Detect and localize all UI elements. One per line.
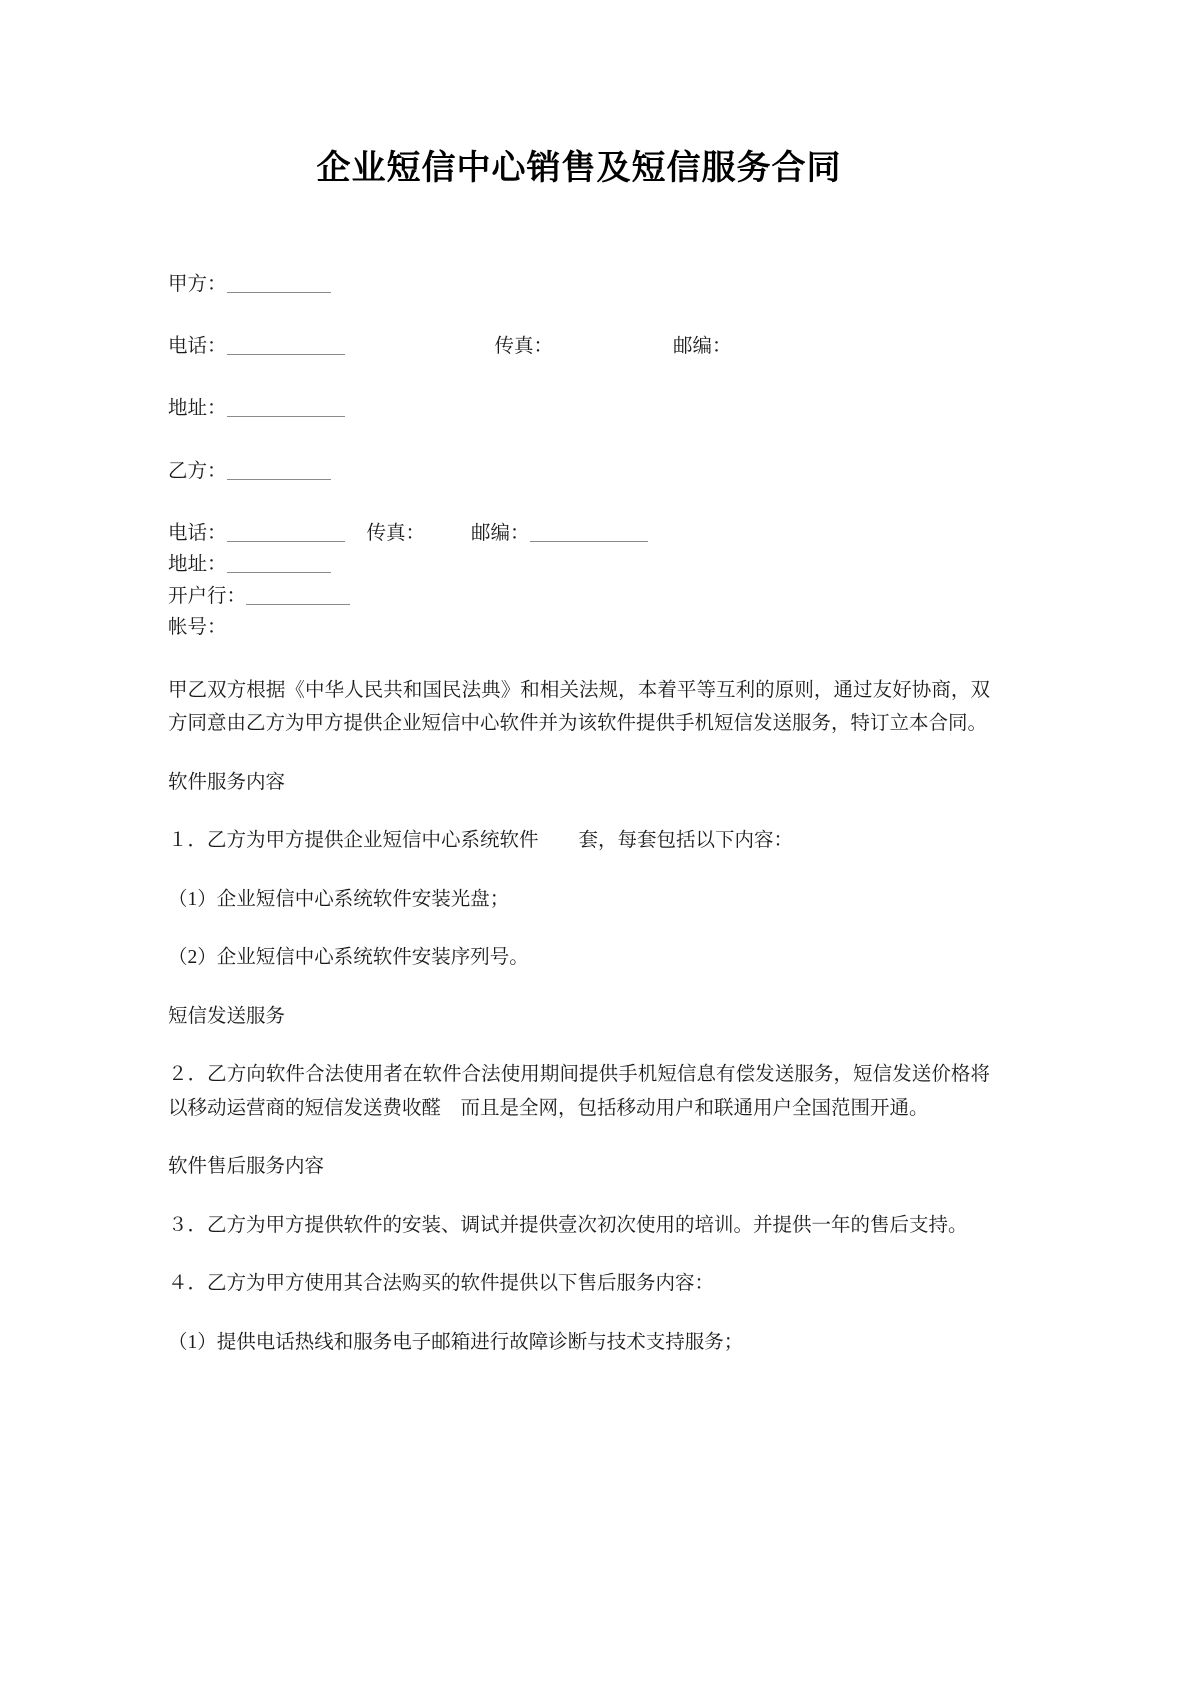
clause-1 <box>168 824 990 858</box>
party-b-account-label: 帐号： <box>168 617 227 639</box>
party-a-fax-label: 传真： <box>494 335 554 357</box>
party-b-bank-label: 开户行： <box>168 585 247 607</box>
preamble-paragraph: 甲乙双方根据《中华人民共和国民法典》和相关法规，本着平等互利的原则，通过友好协商，双方同意由乙方为甲方提供企业短信中心软件并为该软件提供手机短信发送服务，特订立本合同。 <box>168 679 990 735</box>
party-a-phone-input[interactable] <box>227 337 345 355</box>
party-b-contact-row <box>168 522 990 545</box>
clause-4-sub-1: （1）提供电话热线和服务电子邮箱进行故障诊断与技术支持服务； <box>168 1332 744 1353</box>
party-b-address-row <box>168 553 990 576</box>
clause-1-sub-2: （2）企业短信中心系统软件安装序列号。 <box>168 947 529 969</box>
clause-1-suffix: 套，每套包括以下内容： <box>578 830 794 852</box>
party-a-name-row <box>168 273 990 296</box>
party-b-bank-row <box>168 585 990 608</box>
party-b-postcode-input[interactable] <box>530 524 648 542</box>
party-a-address-label: 地址： <box>168 398 227 420</box>
party-a-contact-row <box>168 335 990 358</box>
clause-3: ３．乙方为甲方提供软件的安装、调试并提供壹次初次使用的培训。并提供一年的售后支持。 <box>168 1214 968 1236</box>
party-a-address-input[interactable] <box>227 399 345 417</box>
party-b-name-row <box>168 460 990 483</box>
party-a-name-label: 甲方： <box>168 273 227 295</box>
section-heading-software-service: 软件服务内容 <box>168 771 286 793</box>
party-a-postcode-label: 邮编： <box>673 335 732 357</box>
page-content <box>168 0 990 1385</box>
party-b-postcode-label: 邮编： <box>471 523 530 545</box>
clause-1-prefix: １．乙方为甲方提供企业短信中心系统软件 <box>168 830 539 852</box>
party-b-name-label: 乙方： <box>168 460 227 482</box>
clause-4: ４．乙方为甲方使用其合法购买的软件提供以下售后服务内容： <box>168 1273 715 1295</box>
section-heading-after-sales: 软件售后服务内容 <box>168 1156 325 1178</box>
clause-2: ２．乙方向软件合法使用者在软件合法使用期间提供手机短信息有偿发送服务，短信发送价格将以移动运营商的短信发送费收醛 而且是全网，包括移动用户和联通用户全国范围开通。 <box>168 1064 990 1119</box>
party-b-bank-input[interactable] <box>246 587 350 605</box>
party-a-phone-label: 电话： <box>168 335 227 357</box>
party-a-address-row <box>168 397 990 420</box>
section-heading-sms-service: 短信发送服务 <box>168 1005 286 1027</box>
page-title: 企业短信中心销售及短信服务合同 <box>316 150 842 187</box>
party-b-account-row <box>168 616 990 639</box>
contract-body <box>168 674 990 1360</box>
party-fields-block <box>168 273 990 640</box>
party-b-phone-label: 电话： <box>168 523 227 545</box>
party-b-address-input[interactable] <box>227 555 331 573</box>
party-b-name-input[interactable] <box>227 462 331 480</box>
party-b-address-label: 地址： <box>168 554 227 576</box>
party-b-fax-label: 传真： <box>366 523 426 545</box>
clause-1-sub-1: （1）企业短信中心系统软件安装光盘； <box>168 888 510 910</box>
party-b-phone-input[interactable] <box>227 524 345 542</box>
party-a-name-input[interactable] <box>227 275 331 293</box>
